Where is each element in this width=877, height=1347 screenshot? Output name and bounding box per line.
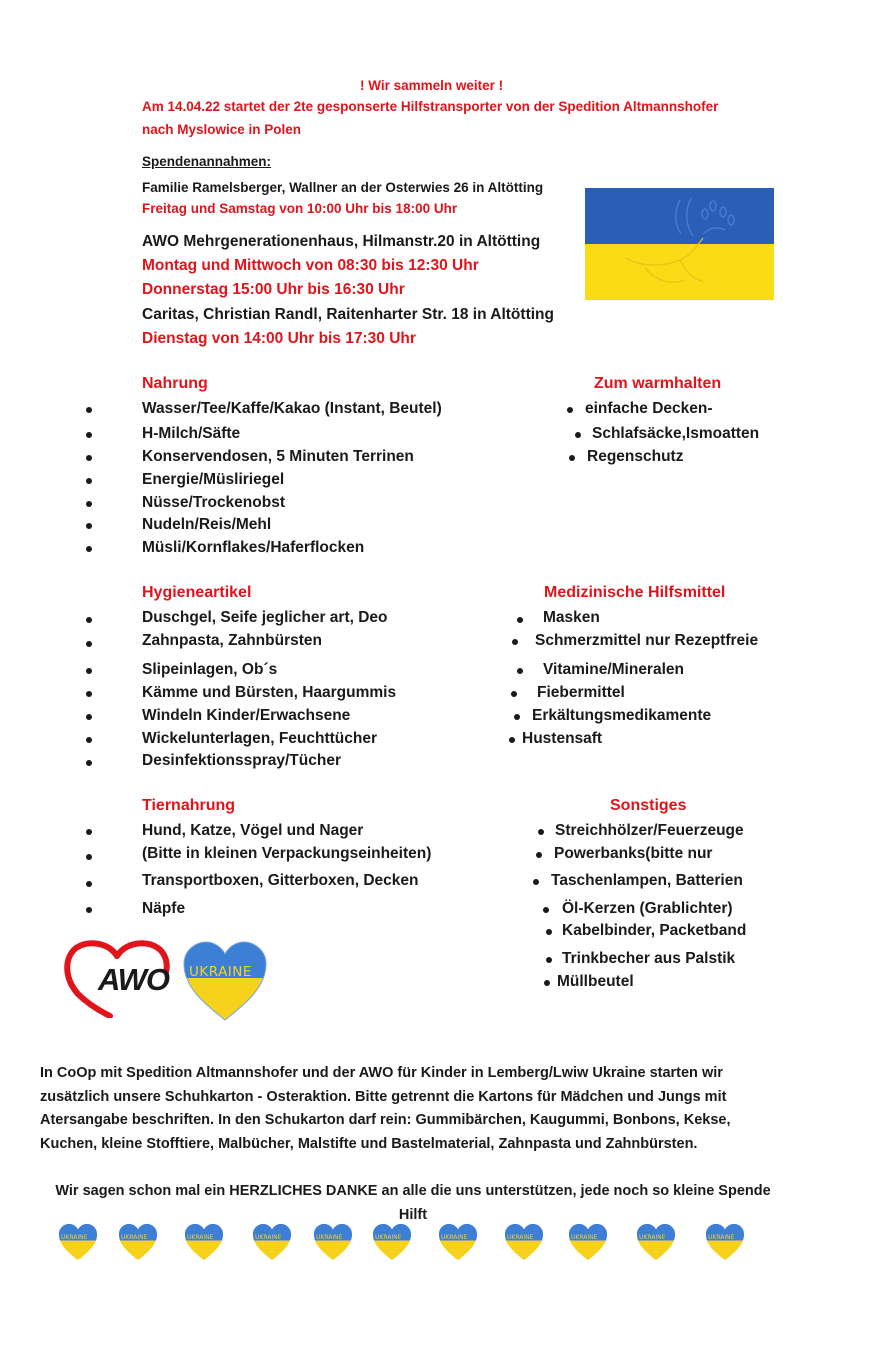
header-line-1: ! Wir sammeln weiter ! (360, 78, 504, 93)
list-item: Näpfe (142, 900, 186, 917)
location-2: AWO Mehrgenerationenhaus, Hilmanstr.20 in Altötting (142, 233, 541, 250)
location-1-time: Freitag und Samstag von 10:00 Uhr bis 18:00 Uhr (142, 201, 458, 216)
list-item: Wasser/Tee/Kaffe/Kakao (Instant, Beutel) (142, 400, 442, 417)
small-heart-label: UKRAINE (507, 1234, 534, 1241)
list-item: Kämme und Bürsten, Haargummis (142, 684, 397, 701)
list-item: Fiebermittel (537, 684, 625, 701)
bullet (546, 929, 552, 935)
bullet (86, 668, 92, 674)
list-item: Erkältungsmedikamente (532, 707, 712, 724)
bullet (86, 907, 92, 913)
list-item: Vitamine/Mineralen (543, 661, 684, 678)
closing-paragraph: In CoOp mit Spedition Altmannshofer und der AWO für Kinder in Lemberg/Lwiw Ukraine starten wir zusätzlich unsere Schuhkarton - Osteraktion. Bitte getrennt die Kartons für Mädchen und Jungs mit Atersangabe beschriften. In den Schukarton darf rein: Gummibärchen, Kaugummi, Bonbons, Kekse, Kuchen, kleine Stofftiere, Malbücher, Malstifte und Bastelmaterial, Zahnpasta und Zahnbürsten. (40, 1065, 731, 1152)
list-item: einfache Decken- (585, 400, 713, 417)
small-heart-label: UKRAINE (639, 1234, 666, 1241)
bullet (517, 668, 523, 674)
list-item: (Bitte in kleinen Verpackungseinheiten) (142, 845, 432, 862)
small-heart-label: UKRAINE (708, 1234, 735, 1241)
list-item: Konservendosen, 5 Minuten Terrinen (142, 448, 414, 465)
list-item: Zahnpasta, Zahnbürsten (142, 632, 322, 649)
awo-logo-text: AWO (98, 962, 170, 997)
list-item: Streichhölzer/Feuerzeuge (555, 822, 744, 839)
location-1: Familie Ramelsberger, Wallner an der Osterwies 26 in Altötting (142, 180, 544, 195)
location-2-time-2: Donnerstag 15:00 Uhr bis 16:30 Uhr (142, 281, 405, 298)
ukraine-heart-logo (182, 940, 268, 1022)
section-tier-title: Tiernahrung (142, 797, 236, 814)
bullet (544, 980, 550, 986)
small-heart-label: UKRAINE (255, 1234, 282, 1241)
list-item: Taschenlampen, Batterien (551, 872, 743, 889)
bullet (536, 852, 542, 858)
small-heart-label: UKRAINE (61, 1234, 88, 1241)
bullet (86, 617, 92, 623)
list-item: Windeln Kinder/Erwachsene (142, 707, 351, 724)
bullet (543, 907, 549, 913)
list-item: Regenschutz (587, 448, 684, 465)
list-item: Müllbeutel (557, 973, 634, 990)
list-item: Nudeln/Reis/Mehl (142, 516, 272, 533)
small-heart-label: UKRAINE (441, 1234, 468, 1241)
location-3-time: Dienstag von 14:00 Uhr bis 17:30 Uhr (142, 330, 416, 347)
list-item: Schmerzmittel nur Rezeptfreie (535, 632, 759, 649)
bullet (86, 691, 92, 697)
location-3: Caritas, Christian Randl, Raitenharter Str. 18 in Altötting (142, 306, 554, 323)
small-ukraine-heart-icon (118, 1222, 158, 1262)
list-item: Trinkbecher aus Palstik (562, 950, 736, 967)
bullet (569, 455, 575, 461)
bullet (575, 432, 581, 438)
small-ukraine-heart-icon (372, 1222, 412, 1262)
section-nahrung-title: Nahrung (142, 375, 208, 392)
bullet (567, 407, 573, 413)
bullet (533, 879, 539, 885)
section-medizin-title: Medizinische Hilfsmittel (544, 584, 726, 601)
small-ukraine-heart-icon (568, 1222, 608, 1262)
bullet (86, 714, 92, 720)
small-heart-label: UKRAINE (187, 1234, 214, 1241)
awo-logo (62, 938, 172, 1018)
small-ukraine-heart-icon (58, 1222, 98, 1262)
list-item: Kabelbinder, Packetband (562, 922, 747, 939)
bullet (86, 432, 92, 438)
bullet (86, 829, 92, 835)
spenden-title: Spendenannahmen: (142, 154, 272, 169)
section-sonstiges-title: Sonstiges (610, 797, 687, 814)
list-item: Energie/Müsliriegel (142, 471, 285, 488)
bullet (86, 546, 92, 552)
bullet (86, 523, 92, 529)
header-line-3: nach Myslowice in Polen (142, 122, 302, 137)
section-hygiene-title: Hygieneartikel (142, 584, 252, 601)
small-heart-label: UKRAINE (316, 1234, 343, 1241)
list-item: Transportboxen, Gitterboxen, Decken (142, 872, 419, 889)
list-item: Öl-Kerzen (Grablichter) (562, 900, 733, 917)
bullet (514, 714, 520, 720)
bullet (509, 737, 515, 743)
list-item: Powerbanks(bitte nur (554, 845, 713, 862)
ukraine-flag (585, 188, 774, 300)
bullet (511, 691, 517, 697)
thanks-text: Wir sagen schon mal ein HERZLICHES DANKE an alle die uns unterstützen, jede noch so kleine Spende Hilft (55, 1183, 771, 1223)
small-ukraine-heart-icon (438, 1222, 478, 1262)
list-item: Slipeinlagen, Ob´s (142, 661, 278, 678)
list-item: H-Milch/Säfte (142, 425, 241, 442)
bullet (86, 641, 92, 647)
small-ukraine-heart-icon (313, 1222, 353, 1262)
list-item: Duschgel, Seife jeglicher art, Deo (142, 609, 388, 626)
list-item: Hund, Katze, Vögel und Nager (142, 822, 364, 839)
bullet (86, 455, 92, 461)
bullet (546, 957, 552, 963)
header-line-2: Am 14.04.22 startet der 2te gesponserte Hilfstransporter von der Spedition Altmannshofer (142, 99, 719, 114)
small-ukraine-heart-icon (252, 1222, 292, 1262)
bullet (86, 737, 92, 743)
list-item: Masken (543, 609, 600, 626)
small-heart-label: UKRAINE (121, 1234, 148, 1241)
ukraine-heart-icon (182, 940, 268, 1022)
hearts-row (58, 1222, 758, 1264)
dove-icon (585, 188, 774, 300)
list-item: Wickelunterlagen, Feuchttücher (142, 730, 377, 747)
bullet (86, 501, 92, 507)
small-ukraine-heart-icon (504, 1222, 544, 1262)
list-item: Müsli/Kornflakes/Haferflocken (142, 539, 365, 556)
bullet (86, 760, 92, 766)
small-ukraine-heart-icon (184, 1222, 224, 1262)
bullet (86, 478, 92, 484)
small-ukraine-heart-icon (636, 1222, 676, 1262)
small-heart-label: UKRAINE (571, 1234, 598, 1241)
ukraine-heart-label: UKRAINE (189, 964, 252, 980)
bullet (86, 881, 92, 887)
list-item: Desinfektionsspray/Tücher (142, 752, 341, 769)
list-item: Schlafsäcke,Ismoatten (592, 425, 760, 442)
location-2-time-1: Montag und Mittwoch von 08:30 bis 12:30 Uhr (142, 257, 479, 274)
list-item: Hustensaft (522, 730, 603, 747)
bullet (86, 407, 92, 413)
bullet (517, 617, 523, 623)
small-heart-label: UKRAINE (375, 1234, 402, 1241)
list-item: Nüsse/Trockenobst (142, 494, 285, 511)
section-warm-title: Zum warmhalten (594, 375, 722, 392)
small-ukraine-heart-icon (705, 1222, 745, 1262)
bullet (538, 829, 544, 835)
bullet (512, 639, 518, 645)
bullet (86, 854, 92, 860)
